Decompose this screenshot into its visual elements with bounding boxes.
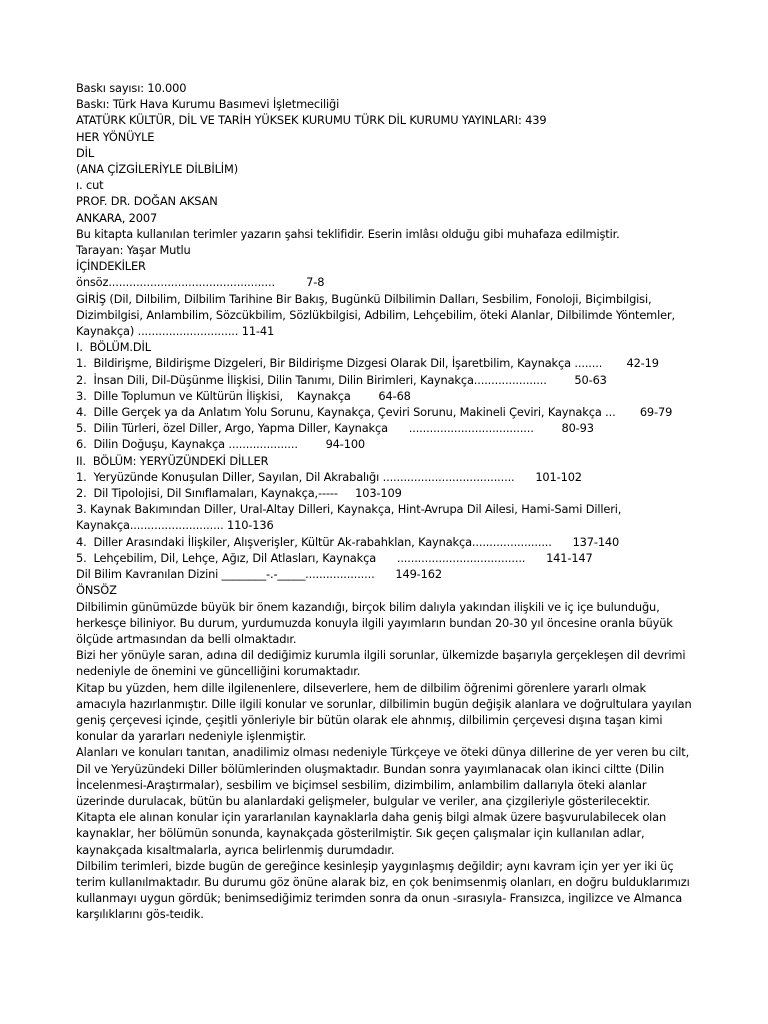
onsoz-paragraph: Bizi her yönüyle saran, adına dil dediğimiz kurumla ilgili sorunlar, ülkemizde başarıyla gerçekleşen dil devrimi nedeniyle de önemini ve güncelliğini korumaktadır. <box>76 648 686 679</box>
print-count: Baskı sayısı: 10.000 <box>76 81 187 95</box>
author: PROF. DR. DOĞAN AKSAN <box>76 194 218 209</box>
book-subtitle: (ANA ÇİZGİLERİYLE DİLBİLİM) <box>76 162 238 177</box>
toc-entry: 1. Bildirişme, Bildirişme Dizgeleri, Bir Bildirişme Dizgesi Olarak Dil, İşaretbilim, Kaynakça ........ 42-19 <box>76 356 659 371</box>
toc-heading: İÇİNDEKİLER <box>76 259 146 274</box>
onsoz-paragraph: Kitap bu yüzden, hem dille ilgilenenlere, dilseverlere, hem de dilbilim öğrenimi görenlere yararlı olmak amacıyla hazırlanmıştır. Dille ilgili konular ve sorunlar, dilbilimin bugün değişik alanlara ve doğrultulara yayılan geniş çerçevesi içinde, çeşitli yönleriyle bir bütün olarak ele ahnmış, dilbilimin çerçevesi dışına taşan kimi konular da yararları nedeniyle işlenmiştir. <box>76 680 692 744</box>
toc-entry-index: Dil Bilim Kavranılan Dizini ________-.-_____.................... 149-162 <box>76 567 442 582</box>
publisher-series: ATATÜRK KÜLTÜR, DİL VE TARİH YÜKSEK KURUMU TÜRK DİL KURUMU YAYINLARI: 439 <box>76 113 547 128</box>
toc-entry: 3. Kaynak Bakımından Diller, Ural-Altay Dilleri, Kaynakça, Hint-Avrupa Dil Ailesi, Hami-Sami Dilleri, Kaynakça........................... 110-136 <box>76 502 622 533</box>
onsoz-paragraph: Kitapta ele alınan konular için yararlanılan kaynaklarla daha geniş bilgi almak üzere başvurulabilecek olan kaynaklar, her bölümün sonunda, kaynakçada gösterilmiştir. Sık geçen çalışmalar için kullanılan adlar, kaynakçada kısaltmalarla, ayrıca belirlenmiş durumdadır. <box>76 810 667 857</box>
place-year: ANKARA, 2007 <box>76 210 158 225</box>
onsoz-paragraph: Dilbilimin günümüzde büyük bir önem kazandığı, birçok bilim dalıyla yakından ilişkili ve iç içe bulunduğu, herkesçe biliniyor. Bu durum, yurdumuzda konuyla ilgili yayımların bundan 20-30 yıl öncesine oranla büyük ölçüde artmasından da belli olmaktadır. <box>76 599 673 646</box>
onsoz-heading: ÖNSÖZ <box>76 583 117 598</box>
toc-entry: 4. Diller Arasındaki İlişkiler, Alışverişler, Kültür Ak-rabahklan, Kaynakça....................... 137-140 <box>76 534 620 549</box>
terminology-note: Bu kitapta kullanılan terimler yazarın şahsi teklifidir. Eserin imlâsı olduğu gibi muhafaza edilmiştir. <box>76 226 620 241</box>
volume: ı. cut <box>76 178 104 193</box>
toc-entry: 6. Dilin Doğuşu, Kaynakça .................... 94-100 <box>76 437 366 452</box>
toc-entry: 1. Yeryüzünde Konuşulan Diller, Sayılan, Dil Akrabalığı ...................................... 101-102 <box>76 469 582 484</box>
toc-entry-onsoz: önsöz................................................ 7-8 <box>76 275 325 290</box>
document-text <box>76 80 696 923</box>
toc-entry: 2. Dil Tipolojisi, Dil Sınıflamaları, Kaynakça,----- 103-109 <box>76 486 402 501</box>
onsoz-paragraph: Dilbilim terimleri, bizde bugün de gereğince kesinleşip yaygınlaşmış değildir; aynı kavram için yer yer iki üç terim kullanılmaktadır. Bu durumu göz önüne alarak biz, en çok benimsenmiş olanları, en doğru bulduklarımızı kullanmayı uygun gördük; benimsediğimiz terimden sonra da onun -sırasıyla- Fransızca, ingilizce ve Almanca karşılıklarını gös-teıdik. <box>76 858 690 922</box>
toc-entry: 4. Dille Gerçek ya da Anlatım Yolu Sorunu, Kaynakça, Çeviri Sorunu, Makineli Çeviri, Kaynakça ... 69-79 <box>76 405 673 420</box>
toc-entry: 2. İnsan Dili, Dil-Düşünme İlişkisi, Dilin Tanımı, Dilin Birimleri, Kaynakça..................... 50-63 <box>76 372 607 387</box>
toc-part-1-title: I. BÖLÜM.DİL <box>76 340 151 355</box>
printer: Baskı: Türk Hava Kurumu Basımevi İşletmeciliği <box>76 97 340 112</box>
toc-entry: 5. Dilin Türleri, özel Diller, Argo, Yapma Diller, Kaynakça .................................... 80-93 <box>76 421 594 436</box>
toc-entry-giris: GİRİŞ (Dil, Dilbilim, Dilbilim Tarihine Bir Bakış, Bugünkü Dilbilimin Dalları, Sesbilim, Fonoloji, Biçimbilgisi, Dizimbilgisi, Anlambilim, Sözcükbilim, Sözlükbilgisi, Adbilim, Lehçebilim, öteki Alanlar, Dilbilimde Yöntemler, Kaynakça) ............................. 11-41 <box>76 291 676 339</box>
toc-part-2-title: II. BÖLÜM: YERYÜZÜNDEKİ DİLLER <box>76 453 269 468</box>
book-title-line-1: HER YÖNÜYLE <box>76 129 155 144</box>
toc-entry: 3. Dille Toplumun ve Kültürün İlişkisi, Kaynakça 64-68 <box>76 388 411 403</box>
book-title-line-2: DİL <box>76 145 95 160</box>
toc-entry: 5. Lehçebilim, Dil, Lehçe, Ağız, Dil Atlasları, Kaynakça ..................................... 141-147 <box>76 550 593 565</box>
scanner-credit: Tarayan: Yaşar Mutlu <box>76 243 191 258</box>
onsoz-paragraph: Alanları ve konuları tanıtan, anadilimiz olması nedeniyle Türkçeye ve öteki dünya dillerine de yer veren bu cilt, Dil ve Yeryüzündeki Diller bölümlerinden oluşmaktadır. Bundan sonra yayımlanacak olan ikinci ciltte (Dilin İncelenmesi-Araştırmalar), sesbilim ve biçimsel sesbilim, dizimbilim, anlambilim dallarıyla öteki alanlar üzerinde durulacak, bütün bu alanlardaki gelişmeler, bulgular ve veriler, ana çizgileriyle gösterilecektir. <box>76 745 690 808</box>
